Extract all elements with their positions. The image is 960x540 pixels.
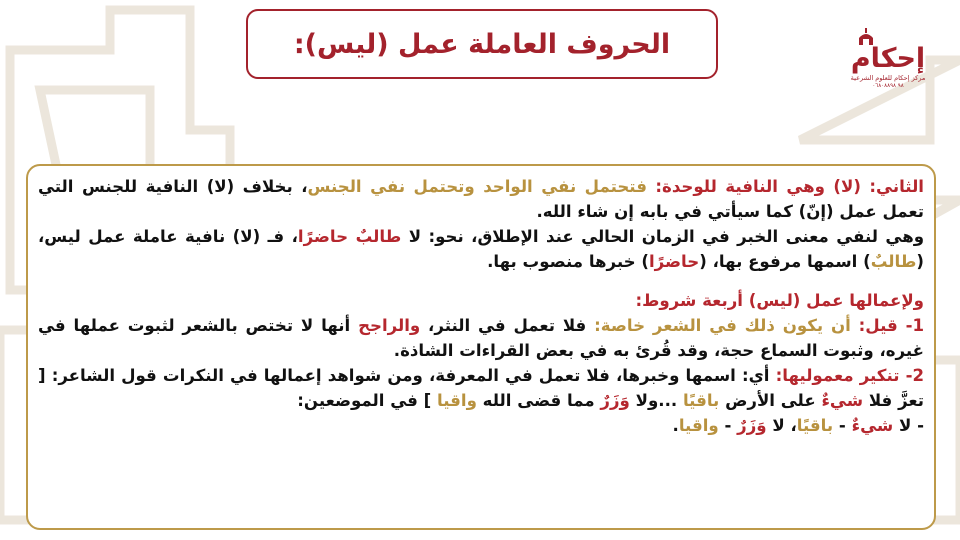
highlight-subject: طالبٌ — [355, 227, 402, 246]
highlight-word: شيءٌ — [821, 391, 864, 410]
condition-two — [38, 363, 924, 413]
condition-number: 1- قيل: — [850, 316, 925, 335]
highlight-word: باقيًا — [796, 416, 834, 435]
logo-subtitle: مركز إحكام للعلوم الشرعية — [850, 74, 926, 82]
examples-line — [38, 413, 924, 438]
text-span: مما قضى الله — [476, 391, 601, 410]
highlight-word: شيءٌ — [851, 416, 894, 435]
text-span: فلا تعمل في النثر، — [420, 316, 595, 335]
title-box — [246, 9, 718, 79]
text-span: ، لا — [766, 416, 797, 435]
content-box — [26, 164, 936, 530]
text-span: ، بخلاف (لا) النافية للجنس التي تعمل عمل (إنّ) كما سيأتي في بابه إن شاء الله. — [38, 177, 924, 221]
highlight-predicate: حاضرًا — [297, 227, 349, 246]
highlight-preferred: والراجح — [358, 316, 421, 335]
highlight-word: وَزَرٌ — [600, 391, 630, 410]
text-span: ) خبرها منصوب بها. — [487, 252, 649, 271]
text-span: - لا — [893, 416, 924, 435]
logo — [846, 26, 934, 92]
text-span: ، فـ (لا) نافية عاملة عمل ليس، ( — [38, 227, 924, 271]
condition-one — [38, 313, 924, 363]
heading-second-type: الثاني: (لا) وهي النافية للوحدة: — [646, 177, 924, 196]
text-span: أنها لا تختص بالشعر لثبوت عملها في غيره، وثبوت السماع حجة، وقد قُرئ به في بعض القراءات الشاذة. — [38, 316, 924, 360]
text-span: . — [672, 416, 679, 435]
highlight-word: واقيا — [437, 391, 477, 410]
paragraph-second-type — [38, 174, 924, 224]
text-span: على الأرض — [719, 391, 822, 410]
highlight-word: وَزَرٌ — [737, 416, 767, 435]
highlight-subject: طالبٌ — [870, 252, 917, 271]
highlight-meaning: فتحتمل نفي الواحد وتحتمل نفي الجنس — [307, 177, 647, 196]
conditions-heading: ولإعمالها عمل (ليس) أربعة شروط: — [635, 291, 924, 310]
text-span: أي: اسمها وخبرها، فلا تعمل في المعرفة، ومن شواهد إعمالها في النكرات قول الشاعر: [ تعزَّ فلا — [38, 366, 924, 410]
paragraph-example — [38, 224, 924, 274]
highlight-predicate: حاضرًا — [648, 252, 700, 271]
text-span: وهي لنفي معنى الخبر في الزمان الحالي عند الإطلاق، نحو: لا — [401, 227, 925, 246]
text-span: ...ولا — [629, 391, 683, 410]
condition-title: 2- تنكير معموليها: — [775, 366, 925, 385]
highlight-word: باقيًا — [682, 391, 720, 410]
page-title: الحروف العاملة عمل (ليس): — [293, 28, 671, 60]
text-span — [348, 227, 355, 246]
text-span: ) اسمها مرفوع بها، ( — [699, 252, 871, 271]
condition-title: أن يكون ذلك في الشعر خاصة: — [594, 316, 851, 335]
text-span: - — [718, 416, 738, 435]
text-span: - — [833, 416, 852, 435]
highlight-word: واقيا — [678, 416, 719, 435]
text-span: ] في الموضعين: — [297, 391, 438, 410]
logo-number: ٩٨ ٠٦٨٠٨٨٩٨ — [872, 83, 904, 89]
spacer — [38, 274, 924, 288]
logo-name: إحكام — [850, 43, 926, 74]
